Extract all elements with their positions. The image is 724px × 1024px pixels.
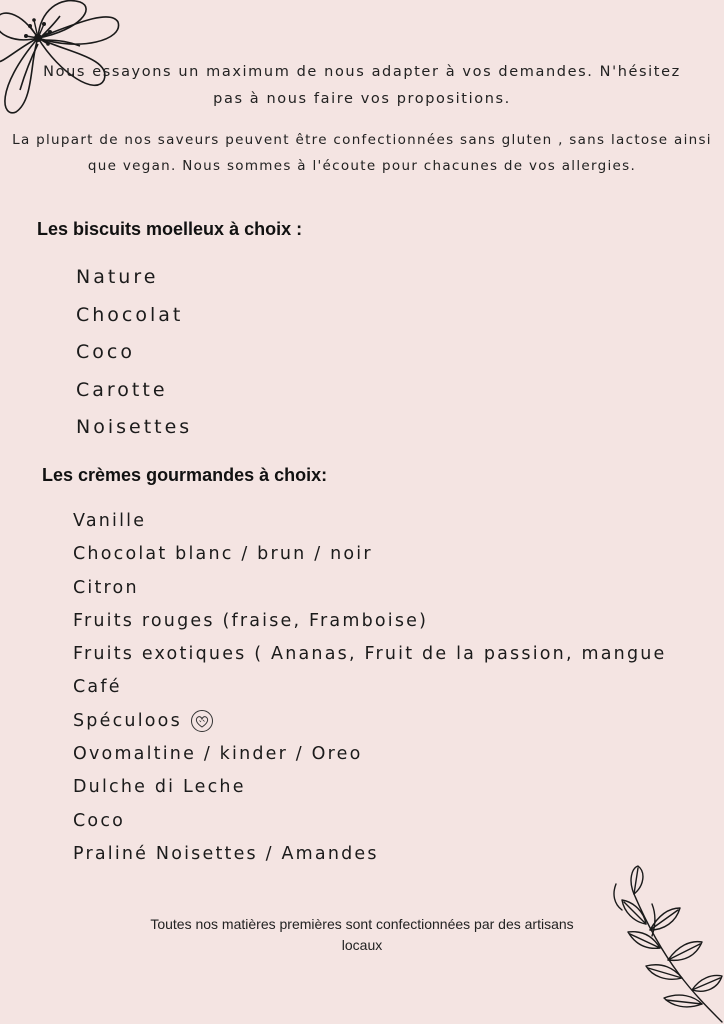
intro-text-allergies: La plupart de nos saveurs peuvent être confectionnées sans gluten , sans lactose ainsi que vegan. Nous sommes à l'écoute pour chacunes de vos allergies.	[12, 132, 712, 174]
list-item-label: Spéculoos	[73, 710, 182, 731]
list-item: Chocolat	[76, 303, 184, 326]
list-item: Nature	[76, 266, 159, 288]
list-item: Fruits exotiques ( Ananas, Fruit de la passion, mangue	[73, 644, 667, 665]
list-item-speculoos	[73, 708, 667, 741]
cremes-section-title: Les crèmes gourmandes à choix:	[42, 465, 328, 485]
biscuits-section-title: Les biscuits moelleux à choix :	[37, 219, 303, 239]
list-item: Vanille	[73, 511, 147, 531]
intro-text-adapt: Nous essayons un maximum de nous adapter à vos demandes. N'hésitez pas à nous faire vos propositions.	[43, 64, 681, 107]
heart-cookie-icon	[190, 709, 214, 733]
footer-note: Toutes nos matières premières sont confectionnées par des artisans locaux	[150, 916, 574, 953]
list-item: Ovomaltine / kinder / Oreo	[73, 744, 363, 765]
list-item: Noisettes	[76, 416, 193, 438]
list-item: Coco	[76, 341, 135, 363]
list-item: Citron	[73, 577, 139, 598]
list-item: Fruits rouges (fraise, Framboise)	[73, 610, 429, 631]
cremes-list	[73, 508, 667, 874]
list-item: Chocolat blanc / brun / noir	[73, 544, 373, 565]
biscuits-list	[76, 262, 192, 450]
list-item: Carotte	[76, 378, 168, 401]
leafy-branch-icon	[594, 864, 724, 1024]
list-item: Dulche di Leche	[73, 777, 246, 798]
list-item: Praliné Noisettes / Amandes	[73, 843, 379, 864]
list-item: Café	[73, 677, 122, 698]
list-item: Coco	[73, 810, 126, 831]
